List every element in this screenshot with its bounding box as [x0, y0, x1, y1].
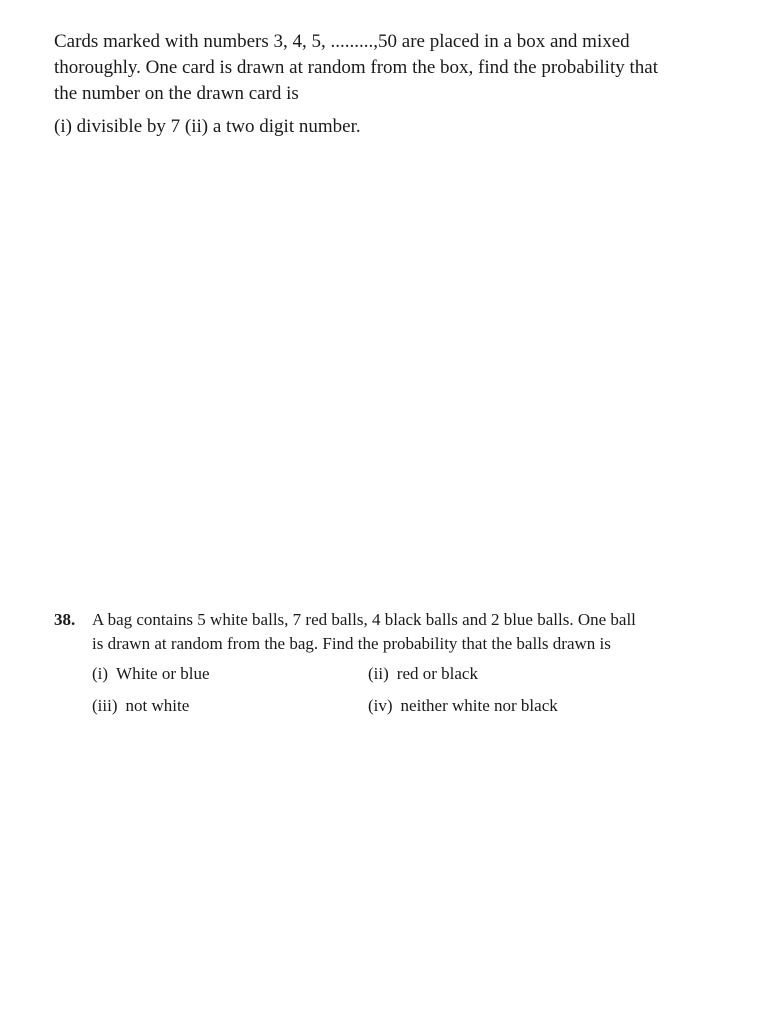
option-text: neither white nor black	[400, 696, 558, 715]
option-ii	[368, 662, 478, 686]
options-grid	[92, 662, 692, 726]
option-iv	[368, 694, 558, 718]
option-iii	[92, 694, 189, 718]
options-row-2	[92, 694, 692, 726]
question-38-line-2: is drawn at random from the bag. Find the probability that the balls drawn is	[92, 634, 611, 653]
option-i	[92, 662, 210, 686]
question-text-line-2: thoroughly. One card is drawn at random from the box, find the probability that	[54, 57, 658, 78]
question-text-line-1: Cards marked with numbers 3, 4, 5, .........,50 are placed in a box and mixed	[54, 31, 630, 52]
question-38-line-1: A bag contains 5 white balls, 7 red balls, 4 black balls and 2 blue balls. One ball	[92, 610, 636, 629]
option-label: (ii)	[368, 664, 389, 683]
question-38-text	[92, 608, 694, 656]
question-number: 38.	[54, 610, 76, 629]
question-card-probability	[54, 29, 684, 140]
question-text-line-3: the number on the drawn card is	[54, 83, 299, 104]
option-label: (iv)	[368, 696, 393, 715]
question-38-header	[54, 608, 694, 656]
option-label: (iii)	[92, 696, 118, 715]
option-label: (i)	[92, 664, 109, 683]
option-text: White or blue	[116, 664, 210, 683]
option-text: red or black	[396, 664, 478, 683]
question-38	[54, 608, 694, 726]
options-row-1	[92, 662, 692, 694]
question-parts: (i) divisible by 7 (ii) a two digit number.	[54, 116, 361, 137]
option-text: not white	[125, 696, 190, 715]
